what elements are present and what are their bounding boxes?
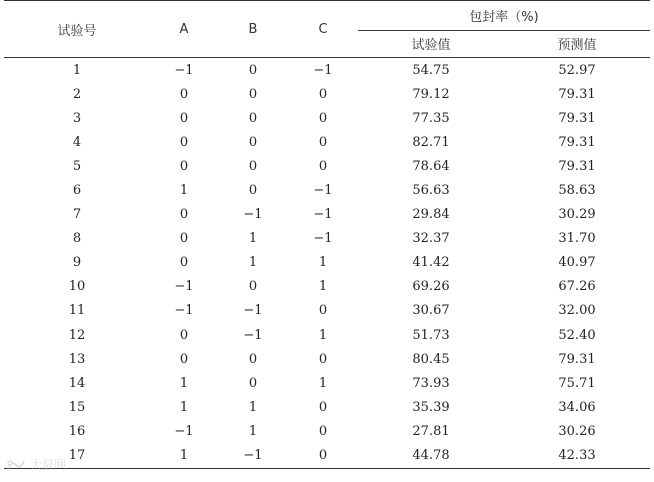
results-table xyxy=(4,0,650,469)
cell-factor-c: 0 xyxy=(318,423,328,439)
cell-experimental-value: 78.64 xyxy=(412,158,450,174)
cell-factor-a: 0 xyxy=(179,158,189,174)
cell-factor-c: −1 xyxy=(313,207,333,223)
cell-trial-no: 1 xyxy=(72,62,82,78)
cell-predicted-value: 75.71 xyxy=(558,375,596,391)
cell-factor-a: 0 xyxy=(179,134,189,150)
cell-experimental-value: 32.37 xyxy=(412,231,450,247)
cell-predicted-value: 34.06 xyxy=(558,399,596,415)
cell-trial-no: 3 xyxy=(72,110,82,126)
cell-trial-no: 14 xyxy=(68,375,86,391)
cell-trial-no: 8 xyxy=(72,231,82,247)
table-row xyxy=(4,323,650,347)
cell-predicted-value: 79.31 xyxy=(558,158,596,174)
header-factor-a: A xyxy=(150,1,218,58)
cell-factor-a: 1 xyxy=(150,444,218,469)
cell-factor-b: 0 xyxy=(248,375,258,391)
cell-factor-c: 1 xyxy=(318,279,328,295)
header-trial-no: 试验号 xyxy=(4,1,150,58)
cell-factor-a: 0 xyxy=(179,110,189,126)
table-body xyxy=(4,58,650,469)
cell-trial-no: 13 xyxy=(68,351,86,367)
cell-experimental-value: 69.26 xyxy=(412,279,450,295)
cell-experimental-value: 44.78 xyxy=(358,444,504,469)
cell-factor-a: 0 xyxy=(179,255,189,271)
cell-factor-b: 0 xyxy=(248,279,258,295)
cell-experimental-value: 80.45 xyxy=(412,351,450,367)
cell-factor-c: −1 xyxy=(313,183,333,199)
cell-factor-a: 1 xyxy=(179,183,189,199)
cell-predicted-value: 30.26 xyxy=(558,423,596,439)
cell-factor-b: 1 xyxy=(248,255,258,271)
cell-factor-c: 1 xyxy=(318,255,328,271)
cell-factor-c: 0 xyxy=(318,351,328,367)
table-row xyxy=(4,82,650,106)
table-row xyxy=(4,154,650,178)
table-row xyxy=(4,58,650,83)
cell-factor-a: 1 xyxy=(179,399,189,415)
cell-trial-no: 7 xyxy=(72,207,82,223)
cell-factor-c: −1 xyxy=(313,231,333,247)
cell-trial-no: 10 xyxy=(68,279,86,295)
header-predicted-value: 预测值 xyxy=(504,30,650,57)
cell-factor-b: 1 xyxy=(248,231,258,247)
cell-predicted-value: 79.31 xyxy=(558,86,596,102)
cell-factor-b: 0 xyxy=(248,183,258,199)
header-experimental-value: 试验值 xyxy=(358,30,504,57)
table-row xyxy=(4,371,650,395)
cell-experimental-value: 27.81 xyxy=(412,423,450,439)
table-row xyxy=(4,106,650,130)
header-factor-b: B xyxy=(218,1,288,58)
cell-factor-b: 0 xyxy=(248,351,258,367)
table-row xyxy=(4,227,650,251)
cell-factor-c: 0 xyxy=(318,86,328,102)
cell-factor-a: −1 xyxy=(174,303,194,319)
cell-experimental-value: 54.75 xyxy=(412,62,450,78)
cell-trial-no: 12 xyxy=(68,327,86,343)
cell-factor-c: 1 xyxy=(318,327,328,343)
cell-experimental-value: 51.73 xyxy=(412,327,450,343)
cell-factor-a: −1 xyxy=(174,279,194,295)
table-row xyxy=(4,347,650,371)
table-header xyxy=(4,1,650,58)
cell-trial-no: 9 xyxy=(72,255,82,271)
cell-factor-c: 0 xyxy=(318,158,328,174)
cell-experimental-value: 73.93 xyxy=(412,375,450,391)
cell-factor-a: 0 xyxy=(179,207,189,223)
cell-trial-no: 6 xyxy=(72,183,82,199)
table-row xyxy=(4,444,650,469)
cell-factor-a: 1 xyxy=(179,375,189,391)
cell-experimental-value: 79.12 xyxy=(412,86,450,102)
table-row xyxy=(4,130,650,154)
cell-factor-b: −1 xyxy=(243,303,263,319)
cell-factor-a: 0 xyxy=(179,327,189,343)
cell-predicted-value: 40.97 xyxy=(558,255,596,271)
header-encapsulation-rate: 包封率（%) xyxy=(358,1,650,31)
cell-factor-b: 0 xyxy=(248,158,258,174)
cell-trial-no: 16 xyxy=(68,423,86,439)
cell-factor-c: 0 xyxy=(318,110,328,126)
cell-factor-b: 1 xyxy=(248,399,258,415)
cell-experimental-value: 35.39 xyxy=(412,399,450,415)
table-row xyxy=(4,275,650,299)
cell-trial-no: 11 xyxy=(68,303,86,319)
table-row xyxy=(4,203,650,227)
cell-factor-c: 0 xyxy=(318,134,328,150)
cell-experimental-value: 41.42 xyxy=(412,255,450,271)
cell-factor-c: 0 xyxy=(318,399,328,415)
cell-predicted-value: 79.31 xyxy=(558,110,596,126)
cell-trial-no: 15 xyxy=(68,399,86,415)
cell-factor-c: −1 xyxy=(313,62,333,78)
cell-factor-a: 0 xyxy=(179,351,189,367)
table-row xyxy=(4,419,650,443)
cell-predicted-value: 30.29 xyxy=(558,207,596,223)
cell-factor-a: 0 xyxy=(179,231,189,247)
header-factor-c: C xyxy=(288,1,358,58)
cell-factor-b: 0 xyxy=(248,110,258,126)
cell-factor-a: −1 xyxy=(174,62,194,78)
cell-experimental-value: 56.63 xyxy=(412,183,450,199)
cell-predicted-value: 79.31 xyxy=(558,351,596,367)
cell-factor-b: −1 xyxy=(243,327,263,343)
results-table-container xyxy=(4,0,650,469)
table-row xyxy=(4,299,650,323)
cell-factor-b: 0 xyxy=(248,134,258,150)
cell-predicted-value: 79.31 xyxy=(558,134,596,150)
table-row xyxy=(4,251,650,275)
cell-predicted-value: 58.63 xyxy=(558,183,596,199)
table-row xyxy=(4,395,650,419)
cell-predicted-value: 31.70 xyxy=(558,231,596,247)
cell-experimental-value: 77.35 xyxy=(412,110,450,126)
cell-factor-b: −1 xyxy=(218,444,288,469)
table-row xyxy=(4,178,650,202)
cell-predicted-value: 52.97 xyxy=(558,62,596,78)
cell-factor-b: 0 xyxy=(248,62,258,78)
watermark-text: 大鼠网 xyxy=(30,458,67,472)
cell-factor-b: −1 xyxy=(243,207,263,223)
cell-experimental-value: 82.71 xyxy=(412,134,450,150)
cell-experimental-value: 29.84 xyxy=(412,207,450,223)
cell-factor-a: 0 xyxy=(179,86,189,102)
cell-predicted-value: 67.26 xyxy=(558,279,596,295)
cell-factor-b: 1 xyxy=(248,423,258,439)
cell-factor-b: 0 xyxy=(248,86,258,102)
cell-experimental-value: 30.67 xyxy=(412,303,450,319)
cell-predicted-value: 32.00 xyxy=(558,303,596,319)
cell-trial-no: 17 xyxy=(4,444,150,469)
cell-predicted-value: 42.33 xyxy=(504,444,650,469)
cell-trial-no: 5 xyxy=(72,158,82,174)
cell-trial-no: 4 xyxy=(72,134,82,150)
cell-factor-a: −1 xyxy=(174,423,194,439)
cell-factor-c: 0 xyxy=(288,444,358,469)
cell-predicted-value: 52.40 xyxy=(558,327,596,343)
cell-factor-c: 0 xyxy=(318,303,328,319)
cell-factor-c: 1 xyxy=(318,375,328,391)
cell-trial-no: 2 xyxy=(72,86,82,102)
